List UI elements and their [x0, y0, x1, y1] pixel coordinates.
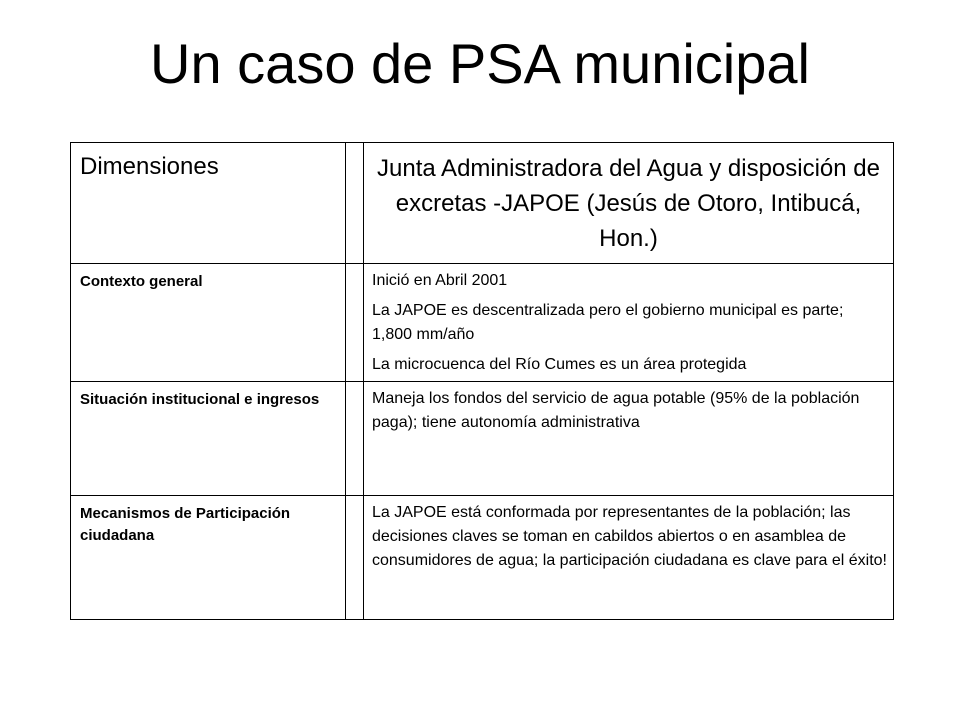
description-paragraph: Maneja los fondos del servicio de agua potable (95% de la población paga); tiene autonomía administrativa	[372, 390, 860, 431]
dimension-description	[364, 496, 894, 620]
dimension-description	[364, 264, 894, 382]
dimension-label: Contexto general	[71, 264, 346, 382]
dimension-label: Mecanismos de Participación ciudadana	[71, 496, 346, 620]
description-paragraph: La JAPOE está conformada por representantes de la población; las decisiones claves se toman en cabildos abiertos o en asamblea de consumidores de agua; la participación ciudadana es clave para el éxito!	[372, 504, 887, 569]
dimension-label: Situación institucional e ingresos	[71, 382, 346, 496]
spacer-cell	[346, 143, 364, 264]
spacer-cell	[346, 264, 364, 382]
slide-title: Un caso de PSA municipal	[150, 32, 810, 95]
table-row	[71, 382, 894, 496]
header-dimension-cell: Dimensiones	[71, 143, 346, 264]
psa-comparison-table	[70, 142, 894, 620]
spacer-cell	[346, 496, 364, 620]
table-row	[71, 264, 894, 382]
description-paragraph: Inició en Abril 2001	[372, 272, 508, 289]
table-row	[71, 496, 894, 620]
description-paragraph: La microcuenca del Río Cumes es un área protegida	[372, 356, 747, 373]
description-paragraph: La JAPOE es descentralizada pero el gobierno municipal es parte; 1,800 mm/año	[372, 302, 844, 343]
header-case-title-cell: Junta Administradora del Agua y disposición de excretas -JAPOE (Jesús de Otoro, Intibucá, Hon.)	[364, 143, 894, 264]
spacer-cell	[346, 382, 364, 496]
dimension-description	[364, 382, 894, 496]
table-header-row	[71, 143, 894, 264]
